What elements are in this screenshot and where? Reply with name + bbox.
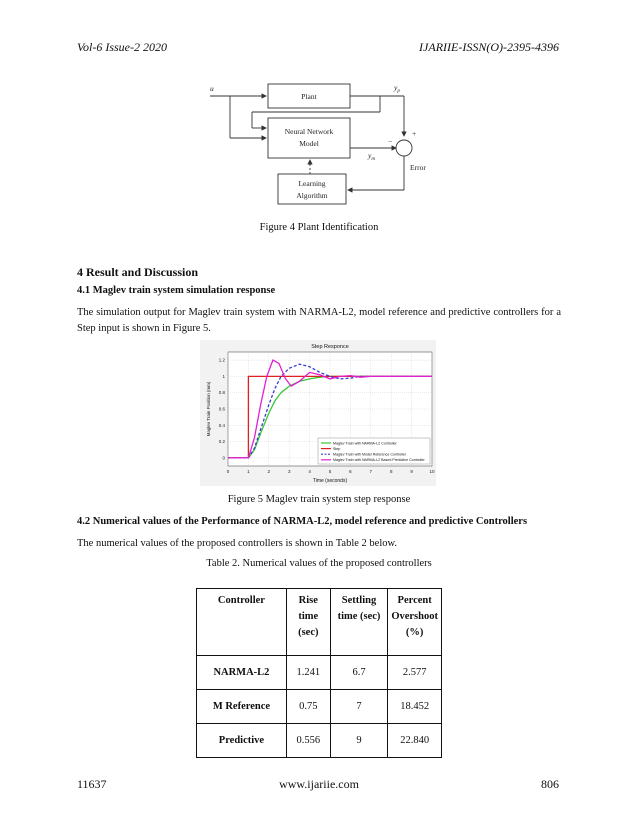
neural-network-model-box xyxy=(268,118,350,158)
table-cell: 22.840 xyxy=(388,724,442,758)
table-cell: 0.75 xyxy=(286,690,330,724)
x-tick-label: 5 xyxy=(328,469,332,474)
yp-label: $y_p$ xyxy=(394,83,400,94)
performance-table xyxy=(196,588,442,758)
table-row xyxy=(197,724,442,758)
subsection-heading-4-2: 4.2 Numerical values of the Performance of NARMA-L2, model reference and predictive Controllers xyxy=(77,516,528,527)
x-axis-label: Time (seconds) xyxy=(312,478,348,484)
table-cell: NARMA-L2 xyxy=(197,656,287,690)
page-number: 806 xyxy=(541,777,559,791)
table-header-row xyxy=(197,589,442,656)
legend-entry: Maglev Train with Model Reference Controller xyxy=(333,452,406,457)
figure4-caption: Figure 4 Plant Identification xyxy=(259,222,379,233)
minus-sign: − xyxy=(388,137,393,146)
table-cell: M Reference xyxy=(197,690,287,724)
figure5-caption: Figure 5 Maglev train system step response xyxy=(227,494,411,505)
nn-label-line1: Neural Network xyxy=(284,127,334,136)
error-label: Error xyxy=(410,163,426,172)
journal-volume: Vol-6 Issue-2 2020 xyxy=(77,40,167,54)
plant-identification-diagram xyxy=(200,78,440,210)
table-cell: 6.7 xyxy=(330,656,388,690)
table-cell: 9 xyxy=(330,724,388,758)
x-tick-label: 10 xyxy=(429,469,435,474)
step-response-chart xyxy=(200,340,436,486)
page-id: 11637 xyxy=(77,777,107,791)
x-tick-label: 3 xyxy=(287,469,291,474)
y-tick-label: 0.4 xyxy=(218,422,225,428)
table-cell: 1.241 xyxy=(286,656,330,690)
x-tick-label: 4 xyxy=(308,469,311,474)
subsection-4-2-paragraph: The numerical values of the proposed controllers is shown in Table 2 below. xyxy=(77,538,398,549)
y-tick-label: 0.6 xyxy=(218,406,225,412)
legend-entry: Step xyxy=(333,446,341,451)
journal-website: www.ijariie.com xyxy=(279,777,359,791)
table-cell: 2.577 xyxy=(388,656,442,690)
legend-entry: Maglev Train with NARMA-L2 Based Predictive Controller xyxy=(333,458,425,463)
x-tick-label: 9 xyxy=(410,469,413,474)
x-tick-label: 2 xyxy=(267,469,271,474)
table-cell: 0.556 xyxy=(286,724,330,758)
section-heading: 4 Result and Discussion xyxy=(77,265,199,279)
y-tick-label: 0 xyxy=(222,455,225,461)
table-row xyxy=(197,690,442,724)
summing-junction xyxy=(396,140,412,156)
legend-entry: Maglev Train with NARMA-L2 Controller xyxy=(333,441,397,446)
table-header-cell: Settling time (sec) xyxy=(330,589,388,656)
u-label: u xyxy=(210,84,214,93)
plus-sign: + xyxy=(412,129,417,138)
plant-label: Plant xyxy=(301,92,317,101)
table2-caption: Table 2. Numerical values of the proposed controllers xyxy=(206,558,432,569)
la-label-line2: Algorithm xyxy=(296,191,328,200)
subsection-heading-4-1: 4.1 Maglev train system simulation response xyxy=(77,285,276,296)
x-tick-label: 6 xyxy=(349,469,352,474)
nn-label-line2: Model xyxy=(299,139,319,148)
y-tick-label: 1 xyxy=(222,373,225,379)
x-tick-label: 7 xyxy=(369,469,373,474)
y-tick-label: 0.2 xyxy=(218,439,225,445)
table-cell: 7 xyxy=(330,690,388,724)
x-tick-label: 8 xyxy=(389,469,393,474)
x-tick-label: 1 xyxy=(247,469,250,474)
table-header-cell: Percent Overshoot (%) xyxy=(388,589,442,656)
x-tick-label: 0 xyxy=(226,469,230,474)
chart-title: Step Responce xyxy=(311,344,349,350)
y-tick-label: 0.8 xyxy=(218,390,225,396)
table-row xyxy=(197,656,442,690)
journal-issn: IJARIIE-ISSN(O)-2395-4396 xyxy=(419,40,559,54)
subsection-4-1-paragraph: The simulation output for Maglev train system with NARMA-L2, model reference and predictive controllers for a Step input is shown in Figure 5. xyxy=(77,307,561,334)
y-axis-label: Maglev Train Position (mm) xyxy=(206,381,211,437)
ym-label: $y_m$ xyxy=(368,151,375,162)
table-header-cell: Rise time (sec) xyxy=(286,589,330,656)
table-cell: Predictive xyxy=(197,724,287,758)
y-tick-label: 1.2 xyxy=(218,357,225,363)
la-label-line1: Learning xyxy=(298,179,326,188)
table-cell: 18.452 xyxy=(388,690,442,724)
table-header-cell: Controller xyxy=(197,589,287,656)
